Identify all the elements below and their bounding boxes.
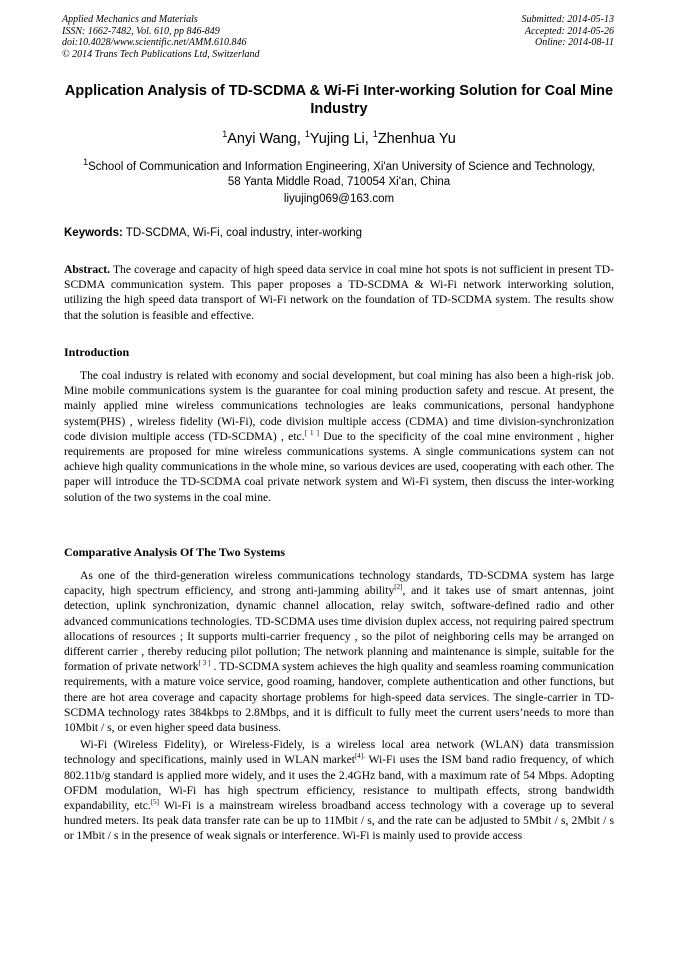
author-name: Anyi Wang, <box>227 130 301 147</box>
citation: [ 1 ] <box>304 428 319 437</box>
date-submitted: Submitted: 2014-05-13 <box>521 14 614 25</box>
date-online: Online: 2014-08-11 <box>535 37 614 48</box>
paper-title: Application Analysis of TD-SCDMA & Wi-Fi Inter-working Solution for Coal Mine Industry <box>64 83 614 117</box>
journal-info <box>62 14 260 60</box>
keywords-text: TD-SCDMA, Wi-Fi, coal industry, inter-working <box>125 227 363 239</box>
keywords <box>64 227 614 239</box>
comparative-body <box>64 568 614 846</box>
text-run: Due to the specificity of the coal mine environment , higher requirements are proposed for mine wireless communications systems. A single communications system can not achieve high quality communications in the whole mine, so various devices are used, cooperating with each other. The paper will introduce the TD-SCDMA coal private network system and Wi-Fi system, then discuss the inter-working solution of the two systems in the coal mine. <box>64 429 614 504</box>
journal-doi: doi:10.4028/www.scientific.net/AMM.610.846 <box>62 37 247 48</box>
keywords-label: Keywords: <box>64 227 123 239</box>
abstract-label: Abstract. <box>64 263 111 276</box>
text-run: The coal industry is related with economy and social development, but coal mining has also been a high-risk job. Mine mobile communications system is the guarantee for coal mining production safety and rescue. At present, the mainly applied mine wireless communications technologies are leaks communications, personal handyphone system(PHS) , wireless fidelity (Wi-Fi), code division multiple access (CDMA) and time division-synchronization code division multiple access (TD-SCDMA) , etc. <box>64 369 614 443</box>
paragraph <box>64 737 614 843</box>
affiliation-text: School of Communication and Information Engineering, Xi'an University of Science and Technology, 58 Yanta Middle Road, 710054 Xi'an, China <box>88 160 595 188</box>
text-run: Wi-Fi (Wireless Fidelity), or Wireless-Fidely, is a wireless local area network (WLAN) data transmission technology and specifications, mainly used in WLAN market <box>64 738 614 767</box>
abstract <box>64 262 614 323</box>
text-run: Wi-Fi uses the ISM band radio frequency, of which 802.11b/g standard is applied more widely, and it uses the 2.4GHz band, with a maximum rate of 54 Mbps. Adopting OFDM modulation, Wi-Fi has high spectrum efficiency, resistance to multipath effects, strong bandwidth expandability, etc. <box>64 753 614 813</box>
introduction-heading: Introduction <box>64 345 130 359</box>
introduction-body <box>64 368 614 507</box>
citation: [5] <box>150 798 159 807</box>
author-list <box>62 129 616 147</box>
author-affil-mark: 1 <box>372 129 378 139</box>
date-accepted: Accepted: 2014-05-26 <box>524 25 614 37</box>
journal-name: Applied Mechanics and Materials <box>62 14 198 25</box>
text-run: , and it takes use of smart antennas, joint detection, uplink synchronization, dynamic channel allocation, relay switch, software-defined radio and other advanced communications technologies. TD-SCDMA uses time division duplex access, not requiring paired spectrum allocations of resources ; It supports multi-carrier frequency , so the pilot of neighboring cells may be arranged on different carrier , thereby reducing pilot pollution; The network planning and maintenance is simple, suitable for the formation of private network <box>64 584 614 674</box>
paragraph <box>64 368 614 505</box>
text-run: . TD-SCDMA system achieves the high quality and seamless roaming communication requirements, with a mature voice service, good roaming, handover, complete authentication and other functions, but there are hot area coverage and capacity shortage problems for high-speed data services. The single-carrier in TD-SCDMA technology rates 384kbps to 2.8Mbps, and it is difficult to fully meet the current users’needs to more than 10Mbit / s, or even higher speed data business. <box>64 660 614 735</box>
comparative-heading: Comparative Analysis Of The Two Systems <box>64 545 286 559</box>
affiliation-mark: 1 <box>83 157 89 167</box>
paragraph <box>64 568 614 735</box>
journal-copyright: © 2014 Trans Tech Publications Ltd, Switzerland <box>62 48 260 60</box>
author-email: liyujing069@163.com <box>283 193 395 205</box>
affiliation <box>80 155 598 190</box>
text-run: Wi-Fi is a mainstream wireless broadband access technology with a coverage up to several hundred meters. Its peak data transfer rate can be up to 11Mbit / s, and the rate can be adjusted to 5Mbit / s, 2Mbit / s or 1Mbit / s in the presence of weak signals or interference. Wi-Fi is mainly used to provide access <box>64 799 614 843</box>
citation: [ 3 ] <box>198 659 211 668</box>
publication-dates <box>522 14 615 49</box>
author-affil-mark: 1 <box>222 129 228 139</box>
author-name: Zhenhua Yu <box>377 130 456 147</box>
citation: [4]. <box>354 752 365 761</box>
abstract-text: The coverage and capacity of high speed data service in coal mine hot spots is not sufficient in present TD-SCDMA communication system. This paper proposes a TD-SCDMA & Wi-Fi network interworking solution, utilizing the high speed data transport of Wi-Fi network on the foundation of TD-SCDMA system. The results show that the solution is feasible and effective. <box>64 263 614 322</box>
author-affil-mark: 1 <box>304 129 310 139</box>
journal-issn: ISSN: 1662-7482, Vol. 610, pp 846-849 <box>62 25 220 37</box>
citation: [2] <box>394 583 403 592</box>
text-run: As one of the third-generation wireless communications technology standards, TD-SCDMA system has large capacity, high spectrum efficiency, and strong anti-jamming ability <box>64 569 614 598</box>
author-name: Yujing Li, <box>309 130 369 147</box>
